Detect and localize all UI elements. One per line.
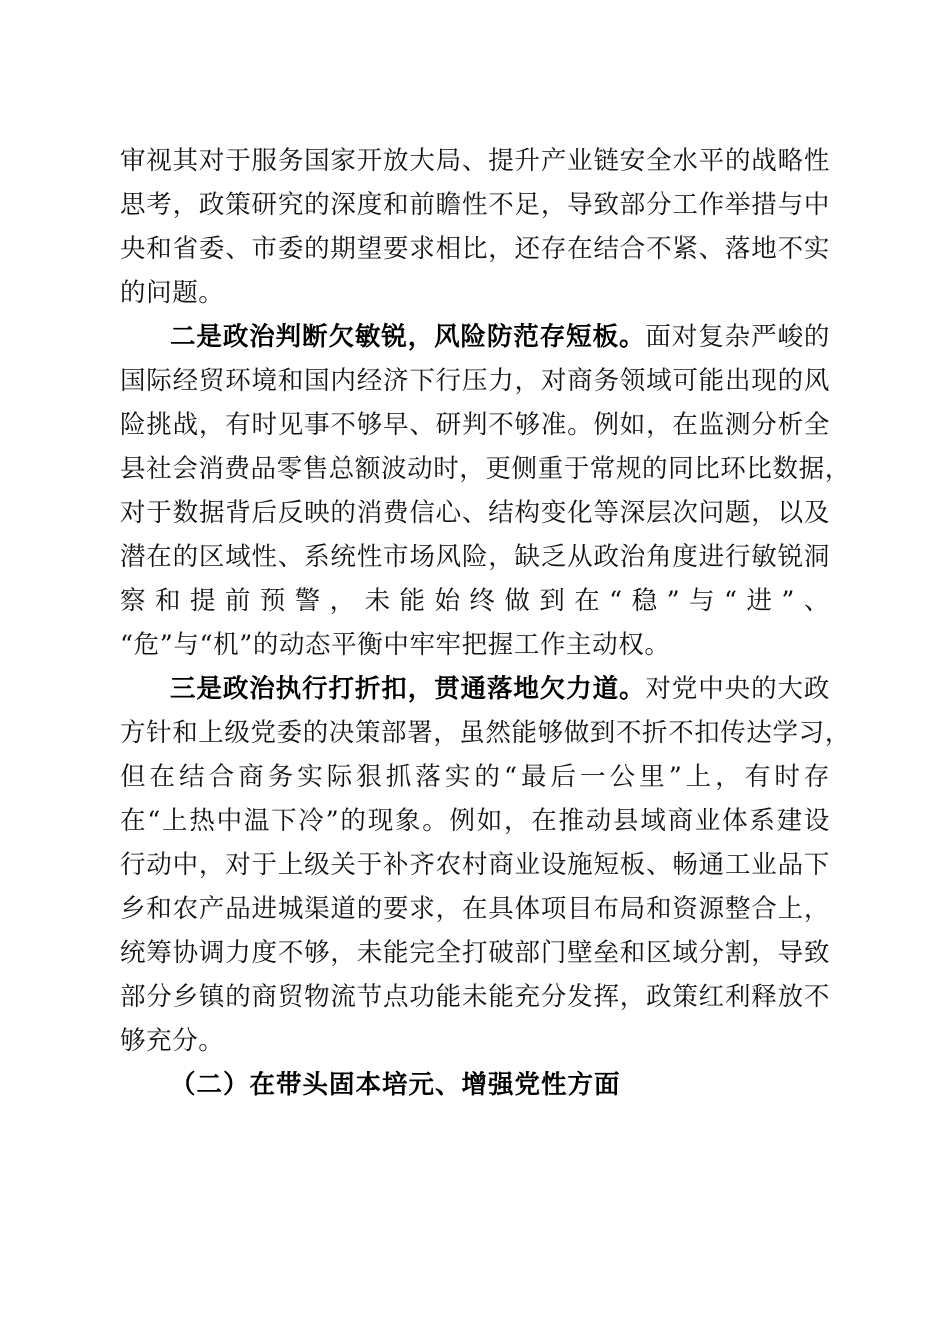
section-heading: （二）在带头固本培元、增强党性方面 — [170, 1070, 621, 1100]
paragraph-line: 乡和农产品进城渠道的要求，在具体项目布局和资源整合上， — [120, 894, 830, 924]
paragraph-line: 方针和上级党委的决策部署，虽然能够做到不折不扣传达学习， — [120, 718, 851, 748]
paragraph-line: 央和省委、市委的期望要求相比，还存在结合不紧、落地不实 — [120, 234, 830, 264]
paragraph-line: 在“上热中温下冷”的现象。例如，在推动县域商业体系建设 — [120, 806, 830, 836]
paragraph-line: 部分乡镇的商贸物流节点功能未能充分发挥，政策红利释放不 — [120, 982, 830, 1012]
paragraph-line: 国际经贸环境和国内经济下行压力，对商务领域可能出现的风 — [120, 366, 830, 396]
paragraph-line: 统筹协调力度不够，未能完全打破部门壁垒和区域分割，导致 — [120, 938, 830, 968]
paragraph-line: “危”与“机”的动态平衡中牢牢把握工作主动权。 — [120, 630, 671, 660]
paragraph-lead-bold: 三是政治执行打折扣，贯通落地欠力道。 — [170, 674, 646, 704]
paragraph-first-line-text: 面对复杂严峻的 — [645, 322, 830, 352]
paragraph-line: 潜在的区域性、系统性市场风险，缺乏从政治角度进行敏锐洞 — [120, 542, 830, 572]
paragraph-line: 审视其对于服务国家开放大局、提升产业链安全水平的战略性 — [120, 146, 830, 176]
paragraph-line: 但在结合商务实际狠抓落实的“最后一公里”上，有时存 — [120, 762, 830, 792]
paragraph-first-line — [170, 672, 830, 706]
paragraph-first-line-text: 对党中央的大政 — [645, 674, 830, 704]
paragraph-line: 行动中，对于上级关于补齐农村商业设施短板、畅通工业品下 — [120, 850, 830, 880]
paragraph-line: 够充分。 — [120, 1026, 225, 1056]
paragraph-line: 县社会消费品零售总额波动时，更侧重于常规的同比环比数据， — [120, 454, 851, 484]
paragraph-line: 的问题。 — [120, 278, 225, 308]
paragraph-lead-bold: 二是政治判断欠敏锐，风险防范存短板。 — [170, 322, 646, 352]
paragraph-line: 思考，政策研究的深度和前瞻性不足，导致部分工作举措与中 — [120, 190, 830, 220]
paragraph-line: 险挑战，有时见事不够早、研判不够准。例如，在监测分析全 — [120, 410, 830, 440]
paragraph-first-line — [170, 320, 830, 354]
paragraph-line: 察和提前预警，未能始终做到在“稳”与“进”、 — [120, 586, 830, 616]
paragraph-line: 对于数据背后反映的消费信心、结构变化等深层次问题，以及 — [120, 498, 830, 528]
